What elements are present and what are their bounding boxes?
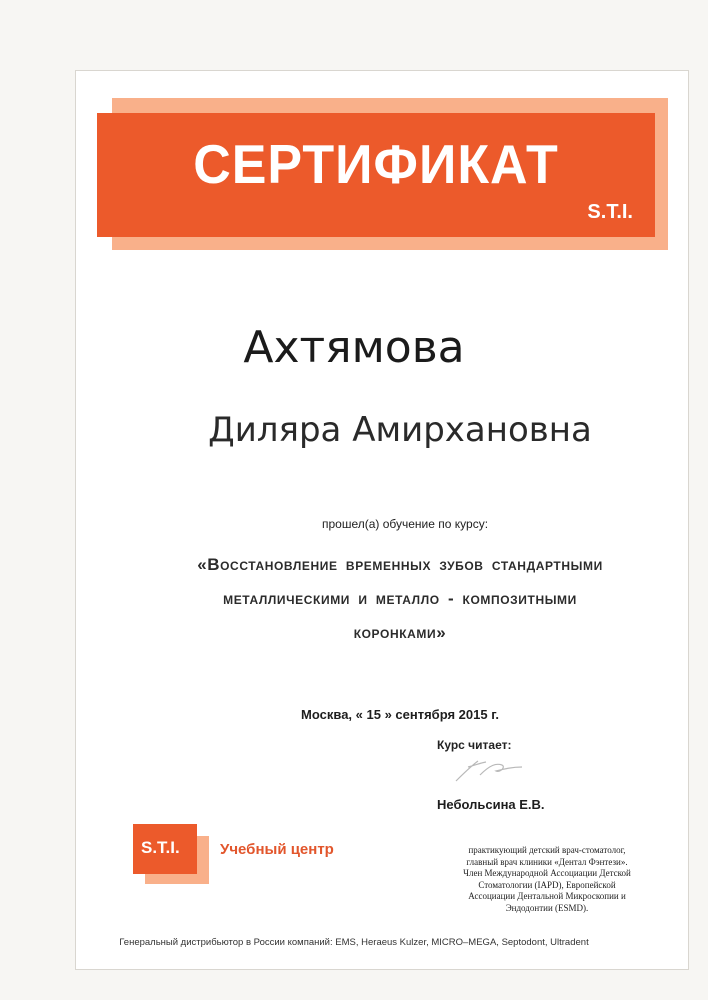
training-logo-text: S.T.I. — [141, 838, 180, 857]
distributor-footer: Генеральный дистрибьютор в России компаний: EMS, Heraeus Kulzer, MICRO–MEGA, Septodont, Ultradent — [119, 937, 589, 948]
recipient-surname: Ахтямова — [243, 322, 465, 373]
certificate-banner — [97, 113, 655, 237]
bio-line: практикующий детский врач-стоматолог, — [468, 845, 626, 855]
training-center-logo — [133, 824, 197, 874]
signature-image — [450, 755, 530, 785]
course-title — [130, 548, 670, 650]
lecturer-name: Небольсина Е.В. — [437, 797, 545, 812]
course-title-line: металлическими и металло - композитными — [223, 589, 577, 608]
place-date: Москва, « 15 » сентября 2015 г. — [301, 707, 499, 722]
training-center-label: Учебный центр — [220, 841, 334, 858]
course-title-line: коронками» — [353, 623, 447, 642]
bio-line: Ассоциации Дентальной Микроскопии и — [468, 891, 626, 901]
bio-line: главный врач клиники «Дентал Фэнтези». — [466, 856, 628, 867]
course-title-line: «Восстановление временных зубов стандартными — [197, 555, 603, 574]
recipient-given-names: Диляра Амирхановна — [208, 410, 592, 450]
sti-logo: S.T.I. — [587, 201, 633, 223]
lecturer-bio — [427, 845, 667, 914]
bio-line: Член Международной Ассоциации Детской — [463, 868, 631, 878]
passed-course-text: прошел(а) обучение по курсу: — [321, 517, 489, 531]
certificate-title: СЕРТИФИКАТ — [193, 134, 559, 196]
bio-line: Стоматологии (IAPD), Европейской — [478, 879, 616, 890]
bio-line: Эндодонтии (ESMD). — [505, 902, 589, 913]
lecturer-label: Курс читает: — [437, 738, 512, 752]
